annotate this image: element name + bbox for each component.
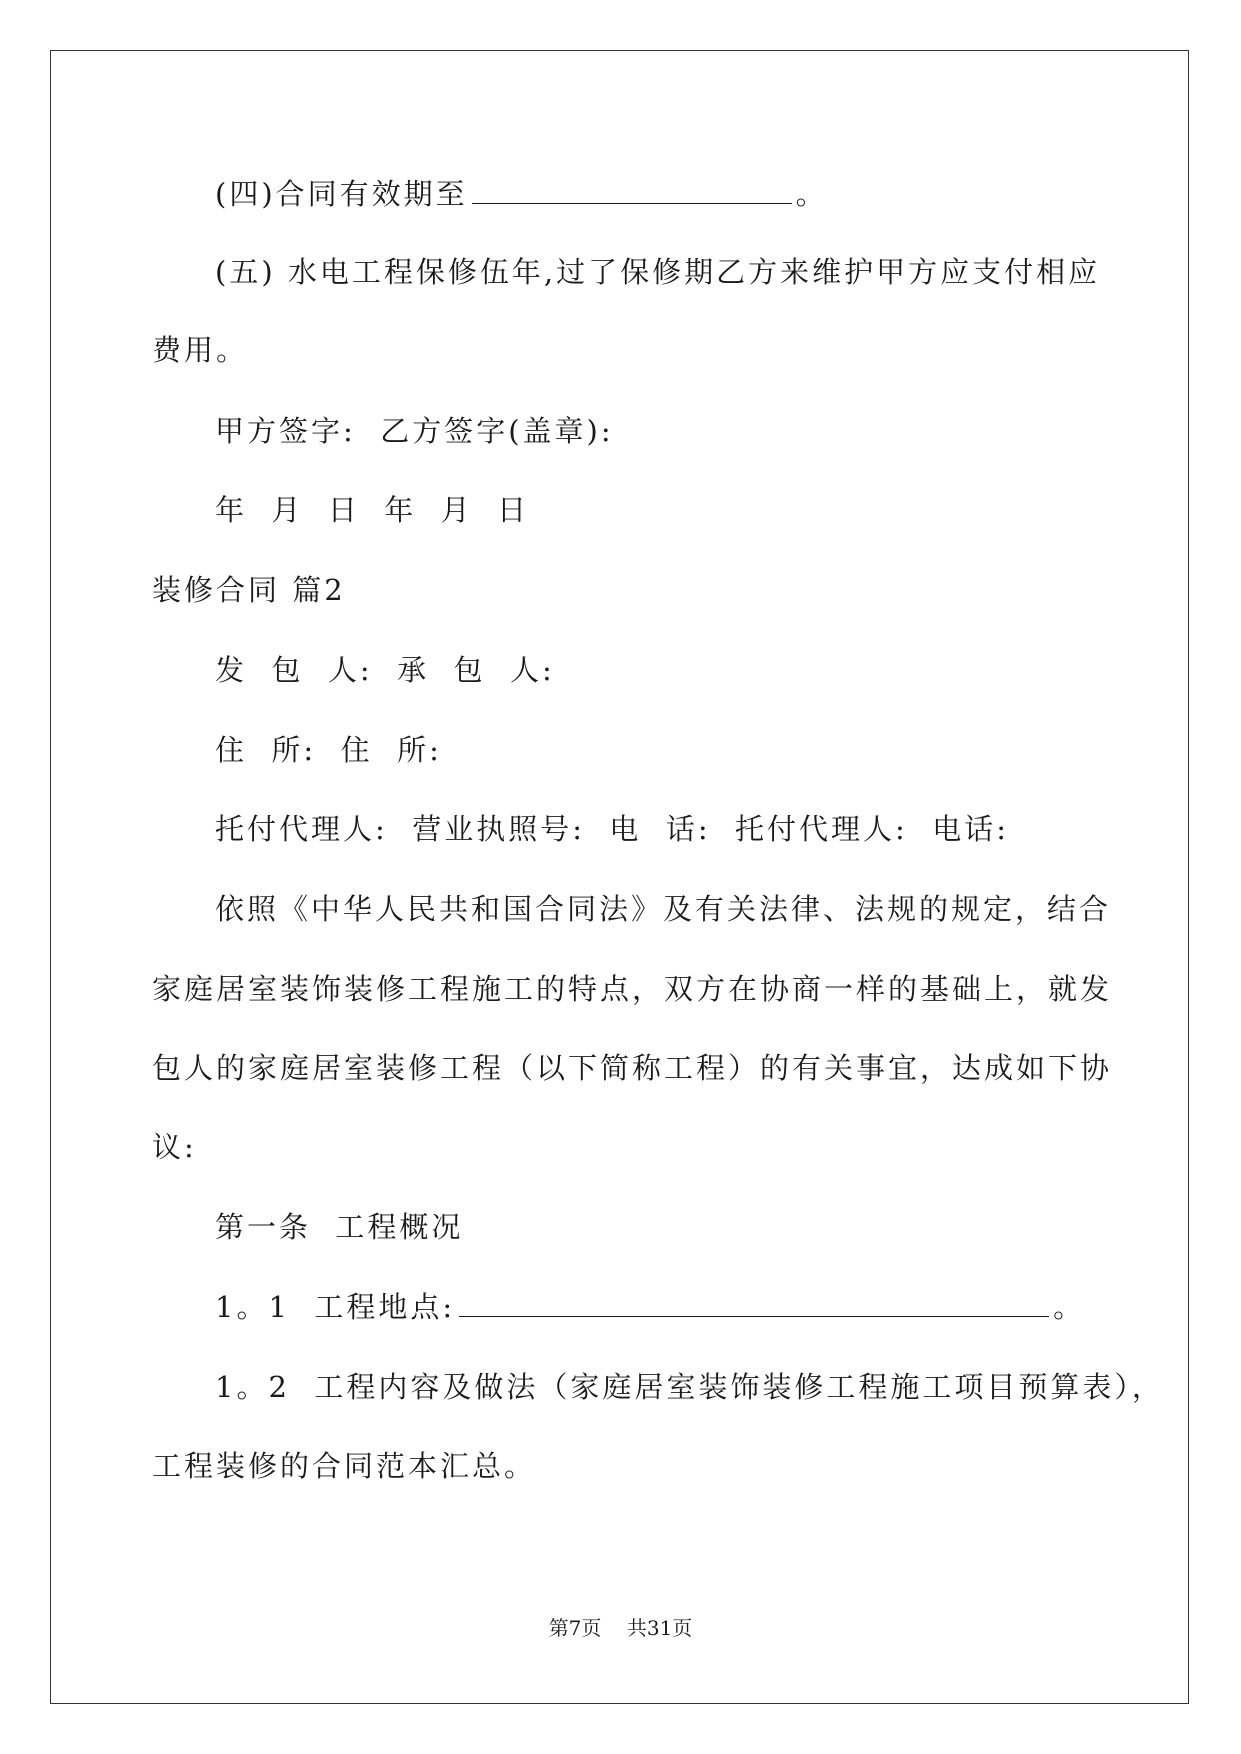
warranty-clause-cont: 费用。 bbox=[152, 333, 249, 367]
agent-line: 托付代理人: 营业执照号: 电 话: 托付代理人: 电话: bbox=[215, 812, 1010, 846]
section-heading: 装修合同 篇2 bbox=[152, 573, 346, 607]
preamble-line-2: 家庭居室装饰装修工程施工的特点，双方在协商一样的基础上，就发 bbox=[152, 972, 1113, 1006]
warranty-clause: (五) 水电工程保修伍年,过了保修期乙方来维护甲方应支付相应 bbox=[215, 255, 1101, 289]
scope-clause: 1。2 工程内容及做法（家庭居室装饰装修工程施工项目预算表）， bbox=[215, 1370, 1164, 1404]
preamble-line-4: 议: bbox=[152, 1130, 197, 1164]
page-footer: 第7页 共31页 bbox=[548, 1616, 693, 1640]
preamble-line-1: 依照《中华人民共和国合同法》及有关法律、法规的规定，结合 bbox=[215, 892, 1112, 926]
scope-clause-cont: 工程装修的合同范本汇总。 bbox=[152, 1449, 537, 1483]
parties-line: 发 包 人: 承 包 人: bbox=[215, 653, 555, 687]
preamble-line-3: 包人的家庭居室装修工程（以下简称工程）的有关事宜，达成如下协 bbox=[152, 1051, 1113, 1085]
date-line: 年 月 日 年 月 日 bbox=[215, 493, 530, 527]
blank-underline bbox=[459, 1288, 1049, 1317]
signature-line: 甲方签字: 乙方签字(盖章): bbox=[215, 414, 614, 448]
blank-underline bbox=[472, 175, 792, 204]
validity-clause: (四)合同有效期至 。 bbox=[215, 177, 828, 211]
site-location-clause: 1。1 工程地点: 。 bbox=[215, 1290, 1086, 1324]
address-line: 住 所: 住 所: bbox=[215, 733, 442, 767]
article-heading: 第一条 工程概况 bbox=[215, 1210, 464, 1244]
